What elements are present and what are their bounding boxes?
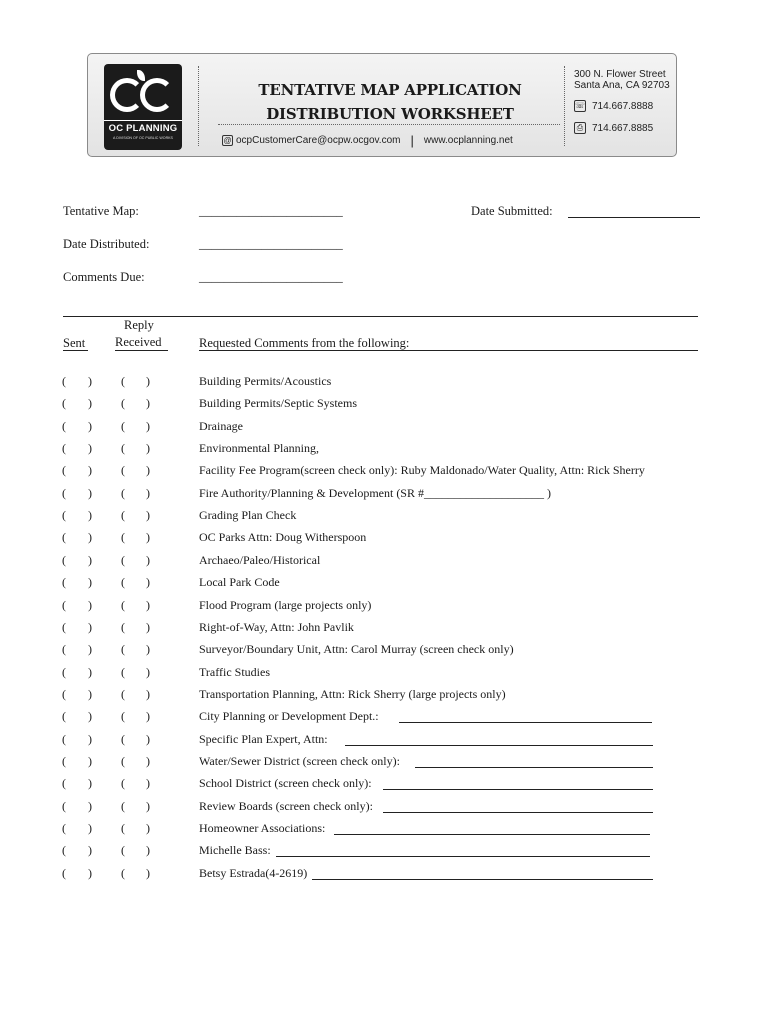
write-in-field[interactable] [345,745,653,746]
list-item-label: Environmental Planning, [199,441,319,456]
sent-checkbox-close: ) [88,664,92,679]
list-item-label: Local Park Code [199,575,280,590]
sent-checkbox-open[interactable]: ( [62,552,66,567]
sent-checkbox-open[interactable]: ( [62,374,66,388]
reply-checkbox-open[interactable]: ( [121,709,125,724]
sent-checkbox-close: ) [88,865,92,880]
list-item-label: Right-of-Way, Attn: John Pavlik [199,619,354,634]
list-item [0,754,770,774]
list-item [0,419,770,439]
sent-checkbox-close: ) [88,843,92,858]
reply-checkbox-close: ) [146,664,150,679]
sent-checkbox-close: ) [88,798,92,813]
sent-checkbox-open[interactable]: ( [62,731,66,746]
reply-checkbox-open[interactable]: ( [121,642,125,657]
reply-checkbox-close: ) [146,575,150,590]
comments-due-label: Comments Due: [63,270,145,284]
list-item-label: Traffic Studies [199,664,271,679]
reply-checkbox-open[interactable]: ( [121,798,125,813]
sent-checkbox-close: ) [88,463,92,478]
sent-checkbox-close: ) [88,374,92,388]
reply-checkbox-open[interactable]: ( [121,686,125,701]
phone-number: 714.667.8888 [592,100,654,112]
reply-checkbox-close: ) [146,753,150,768]
contact-separator: | [410,133,414,148]
reply-header-underline [115,350,168,351]
sent-checkbox-close: ) [88,776,92,791]
logo-c-shape [140,78,174,112]
sent-checkbox-close: ) [88,552,92,567]
list-item [0,396,770,416]
sent-checkbox-open[interactable]: ( [62,753,66,768]
sent-checkbox-open[interactable]: ( [62,664,66,679]
list-item-label: Drainage [199,418,243,433]
reply-checkbox-open[interactable]: ( [121,463,125,478]
reply-checkbox-close: ) [146,709,150,724]
title-line-2: DISTRIBUTION WORKSHEET [266,105,514,123]
list-item [0,620,770,640]
write-in-field[interactable] [276,856,650,857]
list-item-label: OC Parks Attn: Doug Witherspoon [199,530,367,545]
list-item-label: Archaeo/Paleo/Historical [199,552,321,567]
sent-checkbox-open[interactable]: ( [62,776,66,791]
reply-checkbox-open[interactable]: ( [121,664,125,679]
document-title [200,78,580,126]
list-item [0,553,770,573]
logo-o-shape [110,78,144,112]
sent-checkbox-open[interactable]: ( [62,865,66,880]
list-item-label: Betsy Estrada(4-2619) [199,865,308,880]
reply-header-line-1: Reply [124,318,154,332]
list-item-label: Surveyor/Boundary Unit, Attn: Carol Murray (screen check only) [199,642,514,657]
reply-checkbox-open[interactable]: ( [121,508,125,523]
sent-checkbox-close: ) [88,753,92,768]
comments-due-field[interactable]: _______________________ [199,270,343,284]
list-item [0,843,770,863]
list-item [0,642,770,662]
list-item [0,374,770,394]
list-item-label: Grading Plan Check [199,508,297,523]
date-submitted-label: Date Submitted: [471,204,553,218]
fax-icon: ⎙ [574,122,586,134]
reply-checkbox-open[interactable]: ( [121,418,125,433]
date-distributed-field[interactable]: _______________________ [199,237,343,251]
sent-checkbox-close: ) [88,709,92,724]
reply-checkbox-open[interactable]: ( [121,575,125,590]
sent-checkbox-close: ) [88,508,92,523]
list-item [0,441,770,461]
reply-checkbox-open[interactable]: ( [121,865,125,880]
fax-number: 714.667.8885 [592,122,654,134]
sent-checkbox-close: ) [88,619,92,634]
reply-checkbox-close: ) [146,776,150,791]
write-in-field[interactable] [383,812,653,813]
reply-checkbox-close: ) [146,686,150,701]
reply-checkbox-open[interactable]: ( [121,396,125,411]
list-item [0,732,770,752]
sent-checkbox-open[interactable]: ( [62,843,66,858]
reply-checkbox-close: ) [146,798,150,813]
sent-checkbox-open[interactable]: ( [62,821,66,835]
list-item [0,687,770,707]
requested-header-underline [199,350,698,351]
list-item [0,530,770,550]
reply-checkbox-open[interactable]: ( [121,753,125,768]
reply-header-line-2: Received [115,335,162,349]
list-item [0,821,770,841]
reply-checkbox-close: ) [146,530,150,545]
address-block [574,69,670,91]
write-in-field[interactable] [415,767,653,768]
title-line-1: TENTATIVE MAP APPLICATION [258,81,522,99]
list-item-label: Specific Plan Expert, Attn: [199,731,328,746]
logo-leaf-icon [137,70,145,81]
sent-checkbox-open[interactable]: ( [62,508,66,523]
reply-checkbox-open[interactable]: ( [121,821,125,835]
list-item-label: City Planning or Development Dept.: [199,709,379,724]
sent-checkbox-close: ) [88,642,92,657]
list-item [0,799,770,819]
list-item-label: Building Permits/Acoustics [199,374,332,388]
list-item-label: Fire Authority/Planning & Development (SR #____________________ ) [199,485,551,500]
list-item [0,866,770,886]
address-line-2: Santa Ana, CA 92703 [574,80,670,91]
sent-checkbox-open[interactable]: ( [62,463,66,478]
date-submitted-field[interactable] [568,217,700,218]
contact-line [222,133,513,148]
list-item-label: Transportation Planning, Attn: Rick Sherry (large projects only) [199,686,506,701]
reply-checkbox-close: ) [146,865,150,880]
sent-checkbox-open[interactable]: ( [62,485,66,500]
list-item [0,776,770,796]
reply-checkbox-close: ) [146,374,150,388]
sent-checkbox-open[interactable]: ( [62,441,66,456]
sent-checkbox-close: ) [88,686,92,701]
list-item [0,709,770,729]
list-item [0,665,770,685]
list-item-label: Homeowner Associations: [199,821,326,835]
requested-header: Requested Comments from the following: [199,336,410,350]
sent-checkbox-open[interactable]: ( [62,396,66,411]
reply-checkbox-close: ) [146,485,150,500]
sent-checkbox-open[interactable]: ( [62,597,66,612]
email-icon: @ [223,136,232,145]
list-item-label: School District (screen check only): [199,776,372,791]
write-in-field[interactable] [334,834,650,835]
reply-checkbox-open[interactable]: ( [121,552,125,567]
reply-checkbox-close: ) [146,508,150,523]
sent-checkbox-open[interactable]: ( [62,709,66,724]
tentative-map-field[interactable]: _______________________ [199,204,343,218]
logo-subtitle: A DIVISION OF OC PUBLIC WORKS [113,136,173,140]
logo-title: OC PLANNING [108,123,178,134]
sent-checkbox-open[interactable]: ( [62,798,66,813]
sent-checkbox-close: ) [88,821,92,835]
reply-checkbox-close: ) [146,731,150,746]
reply-checkbox-open[interactable]: ( [121,597,125,612]
write-in-field[interactable] [399,722,652,723]
sent-checkbox-close: ) [88,396,92,411]
sent-checkbox-open[interactable]: ( [62,619,66,634]
sent-checkbox-open[interactable]: ( [62,418,66,433]
reply-checkbox-close: ) [146,418,150,433]
write-in-field[interactable] [383,789,653,790]
website-link[interactable]: www.ocplanning.net [423,135,513,146]
list-item [0,463,770,483]
oc-planning-logo [104,64,182,150]
email-link[interactable]: ocpCustomerCare@ocpw.ocgov.com [236,135,401,146]
header-divider-left [198,66,199,146]
reply-checkbox-open[interactable]: ( [121,731,125,746]
list-item-label: Review Boards (screen check only): [199,798,373,813]
reply-checkbox-close: ) [146,441,150,456]
phone-row [574,100,653,112]
list-item-label: Facility Fee Program(screen check only): Ruby Maldonado/Water Quality, Attn: Rick Sherry [199,463,645,478]
sent-checkbox-close: ) [88,441,92,456]
reply-checkbox-close: ) [146,597,150,612]
sent-checkbox-close: ) [88,575,92,590]
list-item [0,598,770,618]
reply-checkbox-close: ) [146,619,150,634]
reply-checkbox-open[interactable]: ( [121,485,125,500]
sent-checkbox-close: ) [88,530,92,545]
sent-checkbox-open[interactable]: ( [62,530,66,545]
address-line-1: 300 N. Flower Street [574,69,666,80]
sent-checkbox-close: ) [88,597,92,612]
reply-checkbox-open[interactable]: ( [121,441,125,456]
date-distributed-label: Date Distributed: [63,237,150,251]
tentative-map-label: Tentative Map: [63,204,139,218]
reply-checkbox-open[interactable]: ( [121,530,125,545]
list-item-label: Building Permits/Septic Systems [199,396,358,411]
list-item-label: Flood Program (large projects only) [199,597,372,612]
write-in-field[interactable] [312,879,653,880]
reply-checkbox-close: ) [146,396,150,411]
sent-checkbox-close: ) [88,485,92,500]
sent-checkbox-close: ) [88,418,92,433]
reply-checkbox-open[interactable]: ( [121,619,125,634]
reply-checkbox-close: ) [146,843,150,858]
list-item [0,508,770,528]
sent-checkbox-open[interactable]: ( [62,575,66,590]
fax-row [574,122,653,134]
list-item-label: Michelle Bass: [199,843,271,858]
list-item [0,575,770,595]
sent-checkbox-open[interactable]: ( [62,642,66,657]
section-divider [63,316,698,317]
sent-checkbox-close: ) [88,731,92,746]
list-item-label: Water/Sewer District (screen check only): [199,753,400,768]
sent-header: Sent [63,336,86,350]
header-divider-horizontal [218,124,560,125]
sent-header-underline [63,350,88,351]
header-box [87,53,677,157]
list-item [0,486,770,506]
reply-checkbox-open[interactable]: ( [121,776,125,791]
reply-checkbox-open[interactable]: ( [121,374,125,388]
reply-checkbox-close: ) [146,463,150,478]
reply-checkbox-close: ) [146,552,150,567]
sent-checkbox-open[interactable]: ( [62,686,66,701]
reply-checkbox-close: ) [146,642,150,657]
reply-checkbox-open[interactable]: ( [121,843,125,858]
reply-checkbox-close: ) [146,821,150,835]
phone-icon: ☏ [575,101,586,110]
